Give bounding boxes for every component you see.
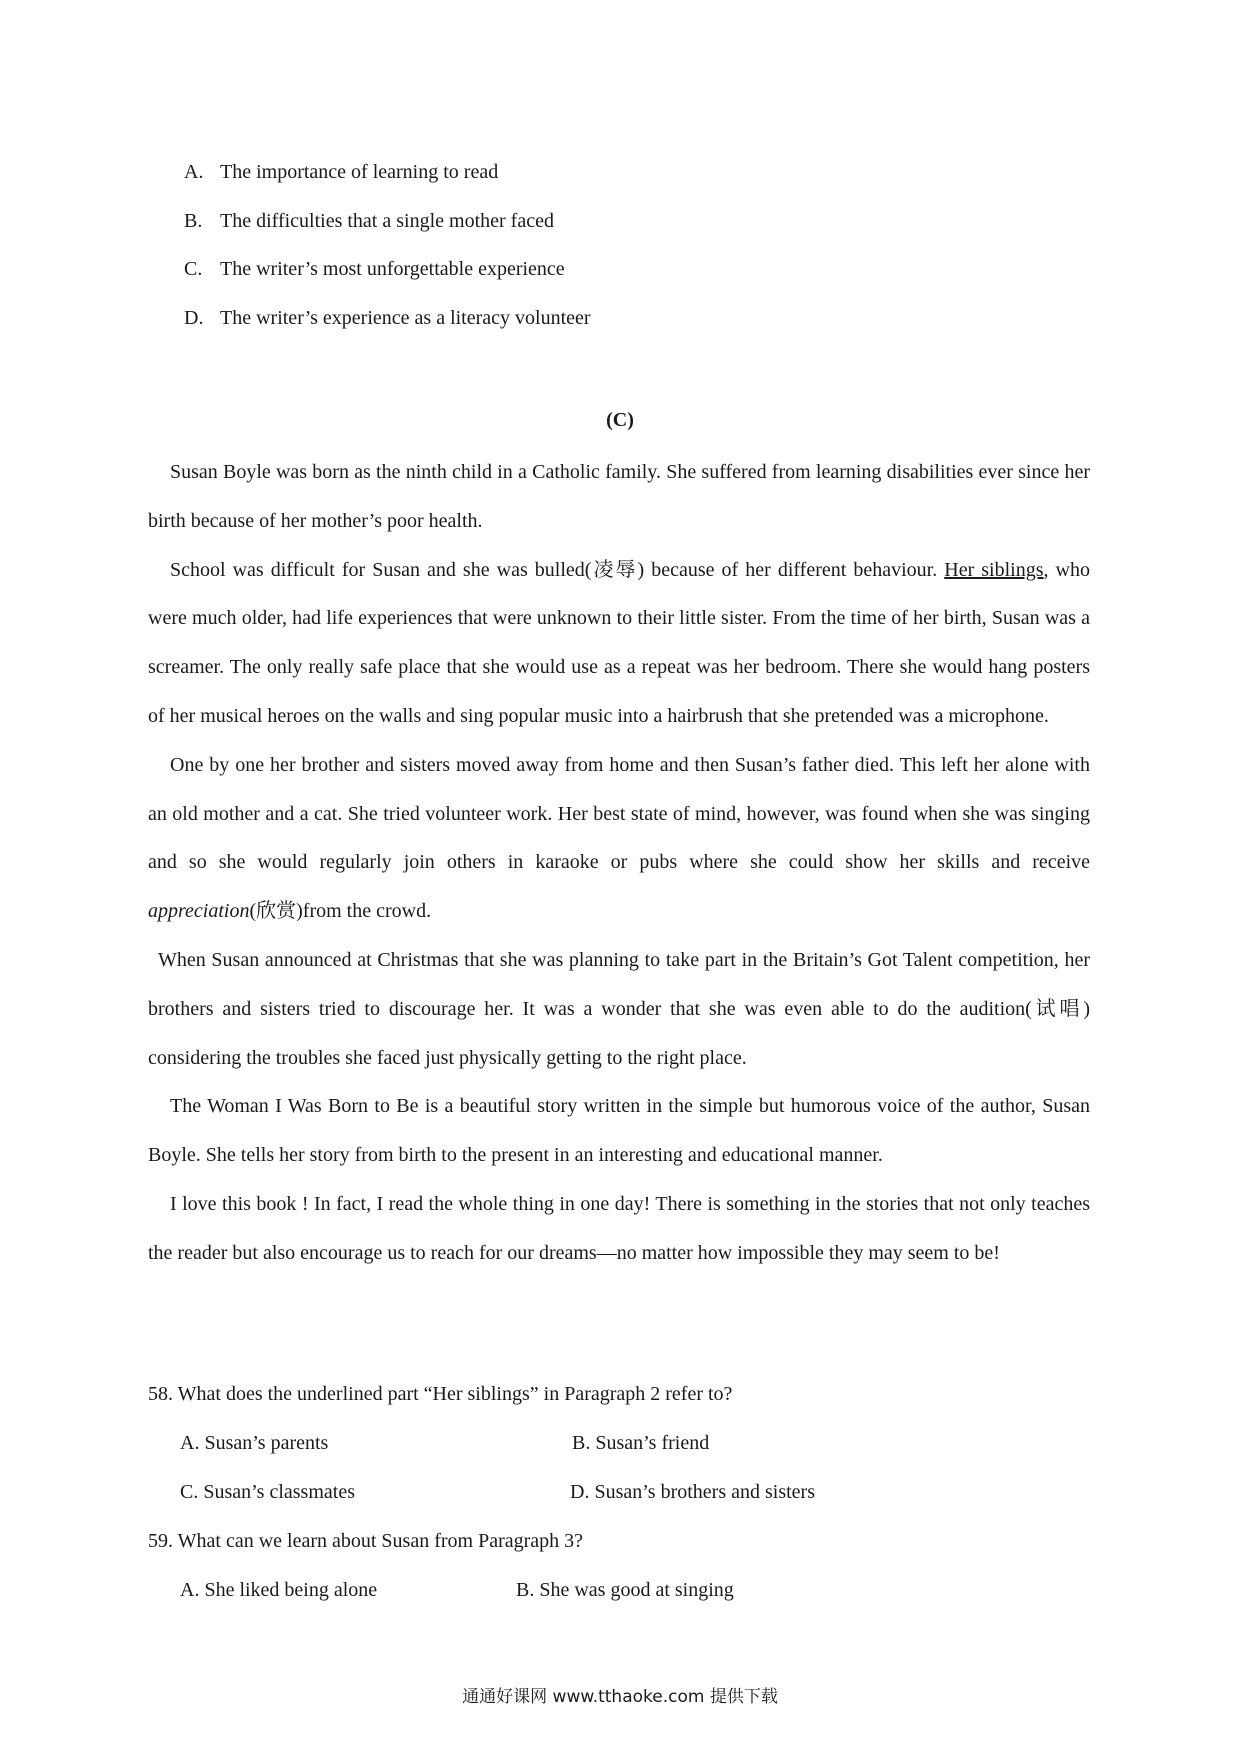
- page-footer: 通通好课网 www.tthaoke.com 提供下载: [462, 1687, 778, 1707]
- question-58-stem: 58. What does the underlined part “Her siblings” in Paragraph 2 refer to?: [148, 1383, 733, 1405]
- reading-passage: [148, 448, 1090, 1278]
- paragraph-text: One by one her brother and sisters moved away from home and then Susan’s father died. This left her alone with an old mother and a cat. She tried volunteer work. Her best state of mind, however, was found when she was singing and so she would regularly join others in karaoke or pubs where she could show her skills and receive: [148, 753, 1090, 874]
- paragraph-text: , who were much older, had life experiences that were unknown to their little sister. From the time of her birth, Susan was a screamer. The only really safe place that she would use as a repeat was her bedroom. There she would hang posters of her musical heroes on the walls and sing popular music into a hairbrush that she pretended was a microphone.: [148, 558, 1090, 727]
- underlined-phrase: Her siblings: [944, 558, 1044, 581]
- paragraph-text: (欣赏)from the crowd.: [249, 900, 432, 923]
- section-title: (C): [606, 409, 634, 431]
- prev-option-b: [184, 209, 554, 233]
- option-text: The writer’s experience as a literacy volunteer: [220, 307, 591, 329]
- question-59-stem: 59. What can we learn about Susan from Paragraph 3?: [148, 1530, 584, 1552]
- paragraph-6: I love this book ! In fact, I read the whole thing in one day! There is something in the stories that not only teaches the reader but also encourage us to reach for our dreams—no matter how impossible they may seem to be!: [148, 1192, 1090, 1264]
- question-58-option-b: B. Susan’s friend: [572, 1432, 710, 1454]
- paragraph-5: The Woman I Was Born to Be is a beautiful story written in the simple but humorous voice of the author, Susan Boyle. She tells her story from birth to the present in an interesting and educational manner.: [148, 1095, 1090, 1167]
- option-letter: C.: [184, 258, 203, 280]
- question-59-option-b: B. She was good at singing: [516, 1579, 734, 1601]
- question-58-option-c: C. Susan’s classmates: [180, 1481, 355, 1503]
- paragraph-text: School was difficult for Susan and she was bulled(凌辱) because of her different behaviour.: [170, 558, 945, 581]
- paragraph-1: Susan Boyle was born as the ninth child in a Catholic family. She suffered from learning disabilities ever since her birth because of her mother’s poor health.: [148, 461, 1090, 532]
- prev-option-c: [184, 257, 565, 281]
- option-letter: A.: [184, 161, 204, 183]
- paragraph-4: When Susan announced at Christmas that she was planning to take part in the Britain’s Got Talent competition, her brothers and sisters tried to discourage her. It was a wonder that she was even able to do the audition(试唱) considering the troubles she faced just physically getting to the right place.: [148, 948, 1090, 1069]
- option-text: The writer’s most unforgettable experience: [220, 258, 565, 280]
- prev-option-a: [184, 160, 498, 184]
- paragraph-3: [148, 741, 1090, 936]
- option-letter: B.: [184, 210, 203, 232]
- option-text: The importance of learning to read: [220, 161, 499, 183]
- italic-word: appreciation: [148, 900, 250, 923]
- option-letter: D.: [184, 307, 204, 329]
- question-58-option-a: A. Susan’s parents: [180, 1432, 329, 1454]
- option-text: The difficulties that a single mother faced: [220, 210, 554, 232]
- question-58-option-d: D. Susan’s brothers and sisters: [570, 1481, 815, 1503]
- question-59-option-a: A. She liked being alone: [180, 1579, 378, 1601]
- paragraph-2: [148, 546, 1090, 741]
- prev-option-d: [184, 306, 591, 330]
